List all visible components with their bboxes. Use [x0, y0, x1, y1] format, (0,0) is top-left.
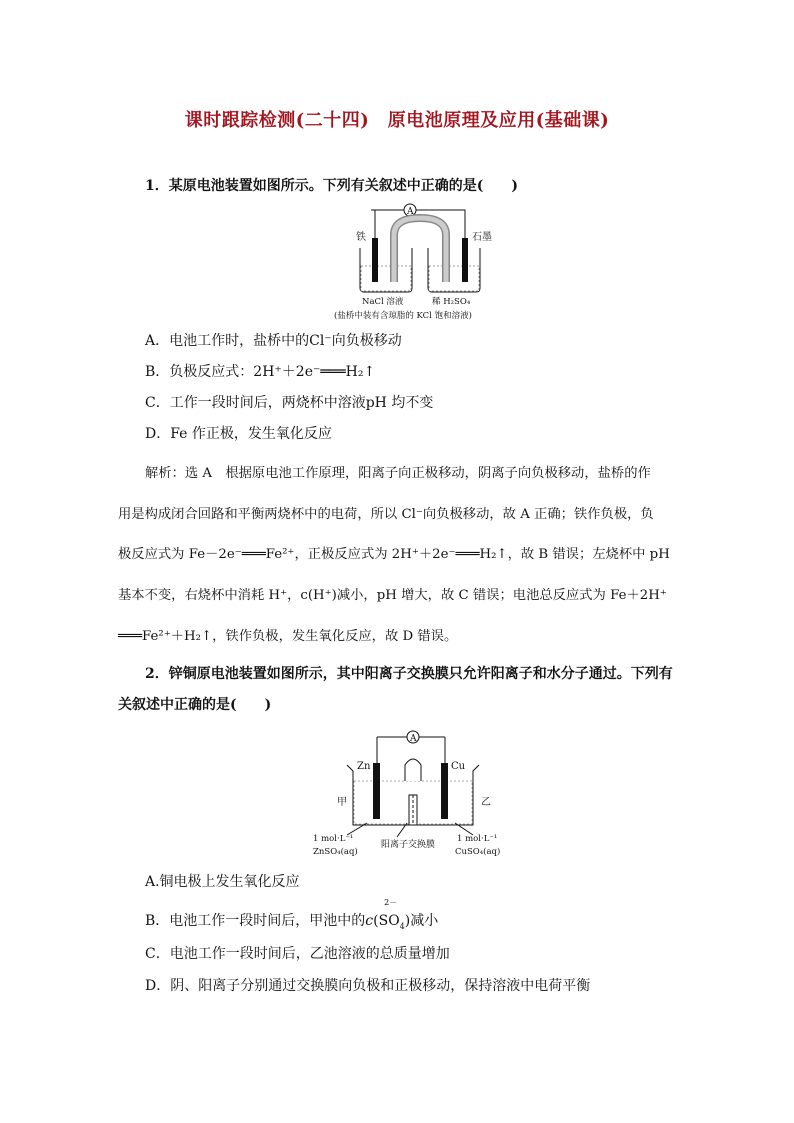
q1-analysis-line-2: 用是构成闭合回路和平衡两烧杯中的电荷，所以 Cl⁻向负极移动，故 A 正确；铁作负极，负: [118, 507, 654, 522]
q2-option-b: B．电池工作一段时间后，甲池中的c(SO 2－ $_4$)减小: [145, 898, 439, 931]
q1-stem: 1．某原电池装置如图所示。下列有关叙述中正确的是( ): [145, 178, 518, 194]
q1-analysis-line-5: ═══Fe²⁺＋H₂↑，铁作负极，发生氧化反应，故 D 错误。: [118, 629, 458, 644]
q1-option-b: B．负极反应式：2H⁺＋2e⁻═══H₂↑: [145, 364, 376, 380]
q1-salt-bridge-note: (盐桥中装有含琼脂的 KCl 饱和溶液): [334, 311, 472, 321]
q2-figure: [305, 725, 515, 860]
q1-left-solution-label: NaCl 溶液: [362, 297, 404, 307]
q2-option-c: C．电池工作一段时间后，乙池溶液的总质量增加: [145, 946, 450, 962]
q2-left-cell-label: 甲: [337, 797, 347, 808]
q2-left-concentration: 1 mol·L⁻¹: [313, 834, 354, 844]
q2-ammeter-label: A: [410, 734, 417, 744]
q2-right-cell-label: 乙: [481, 797, 491, 808]
q2-left-solution-label: ZnSO₄(aq): [313, 847, 358, 857]
q1-analysis-line-1: 解析：选 A 根据原电池工作原理，阳离子向正极移动，阴离子向负极移动，盐桥的作: [145, 466, 651, 481]
q1-right-electrode-label: 石墨: [472, 232, 492, 243]
page-title: 课时跟踪检测(二十四) 原电池原理及应用(基础课): [184, 110, 610, 131]
q2-membrane-label: 阳离子交换膜: [381, 840, 436, 850]
q2-left-electrode-label: Zn: [357, 761, 371, 772]
q2-option-a: A.铜电极上发生氧化反应: [145, 874, 300, 890]
q1-analysis-line-4: 基本不变，右烧杯中消耗 H⁺，c(H⁺)减小，pH 增大，故 C 错误；电池总反应式为 Fe＋2H⁺: [118, 588, 667, 603]
q2-right-electrode-label: Cu: [451, 761, 466, 772]
q1-analysis-line-3: 极反应式为 Fe－2e⁻═══Fe²⁺，正极反应式为 2H⁺＋2e⁻═══H₂↑，故 B 错误；左烧杯中 pH: [118, 547, 670, 562]
q1-option-a: A．电池工作时，盐桥中的Cl⁻向负极移动: [145, 333, 402, 349]
q2-option-d: D．阴、阳离子分别通过交换膜向负极和正极移动，保持溶液中电荷平衡: [145, 978, 591, 994]
q2-right-solution-label: CuSO₄(aq): [455, 847, 501, 857]
q2-stem-line-1: 2．锌铜原电池装置如图所示，其中阳离子交换膜只允许阳离子和水分子通过。下列有: [145, 666, 673, 682]
q2-right-concentration: 1 mol·L⁻¹: [457, 834, 498, 844]
q1-left-electrode-label: 铁: [356, 232, 366, 243]
q1-option-c: C．工作一段时间后，两烧杯中溶液pH 均不变: [145, 395, 434, 411]
q1-figure: [334, 200, 510, 325]
q2-stem-line-2: 关叙述中正确的是( ): [118, 697, 272, 713]
q1-option-d: D．Fe 作正极，发生氧化反应: [145, 426, 332, 442]
q1-ammeter-label: A: [407, 207, 414, 217]
q1-right-solution-label: 稀 H₂SO₄: [432, 297, 471, 307]
